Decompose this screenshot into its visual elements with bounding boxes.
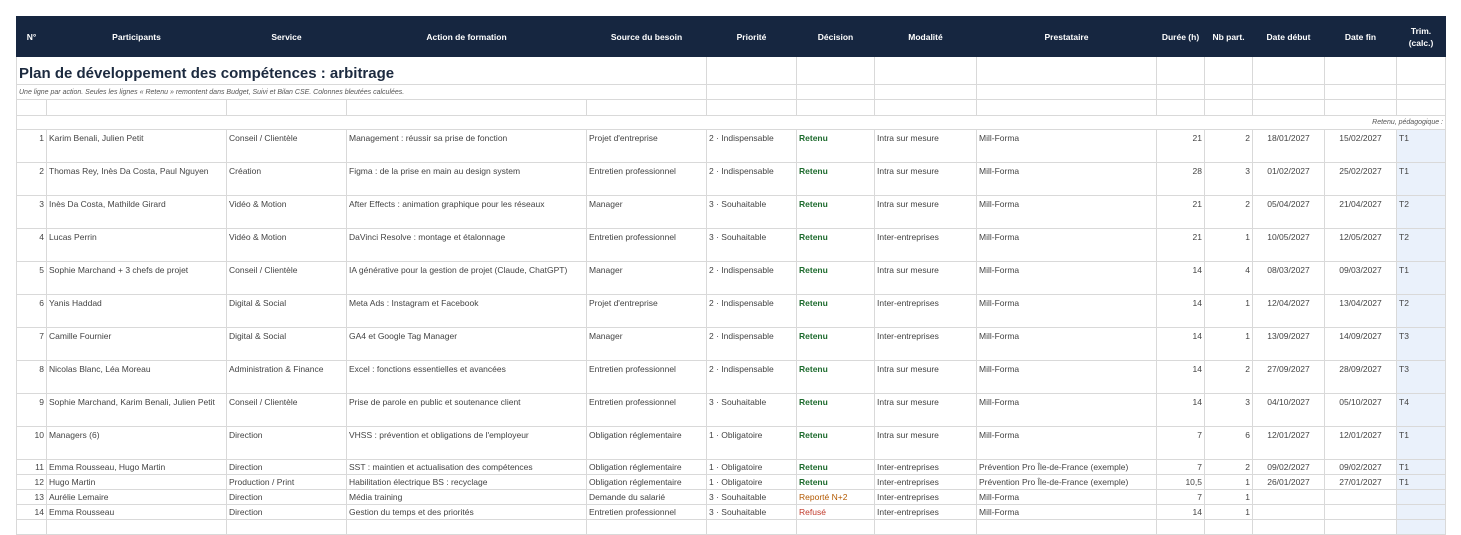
table-row[interactable] <box>17 295 1446 328</box>
row-number[interactable]: 14 <box>17 505 47 520</box>
priority-cell[interactable]: 2 · Indispensable <box>707 163 797 196</box>
source-cell[interactable]: Obligation réglementaire <box>587 427 707 460</box>
service-cell[interactable]: Digital & Social <box>227 328 347 361</box>
participants-cell[interactable]: Nicolas Blanc, Léa Moreau <box>47 361 227 394</box>
source-cell[interactable]: Entretien professionnel <box>587 394 707 427</box>
count-cell[interactable]: 1 <box>1205 229 1253 262</box>
quarter-cell[interactable]: T1 <box>1397 130 1446 163</box>
priority-cell[interactable]: 2 · Indispensable <box>707 361 797 394</box>
provider-cell[interactable]: Mill-Forma <box>977 295 1157 328</box>
participants-cell[interactable]: Thomas Rey, Inès Da Costa, Paul Nguyen <box>47 163 227 196</box>
action-cell[interactable]: Média training <box>347 490 587 505</box>
decision-cell[interactable]: Retenu <box>797 295 875 328</box>
priority-cell[interactable]: 2 · Indispensable <box>707 130 797 163</box>
service-cell[interactable]: Digital & Social <box>227 295 347 328</box>
source-cell[interactable]: Entretien professionnel <box>587 361 707 394</box>
row-number[interactable]: 3 <box>17 196 47 229</box>
service-cell[interactable]: Vidéo & Motion <box>227 196 347 229</box>
action-cell[interactable]: VHSS : prévention et obligations de l'employeur <box>347 427 587 460</box>
row-number[interactable]: 6 <box>17 295 47 328</box>
count-cell[interactable]: 1 <box>1205 505 1253 520</box>
source-cell[interactable]: Projet d'entreprise <box>587 295 707 328</box>
quarter-cell[interactable]: T1 <box>1397 475 1446 490</box>
row-number[interactable]: 2 <box>17 163 47 196</box>
provider-cell[interactable]: Mill-Forma <box>977 262 1157 295</box>
priority-cell[interactable]: 1 · Obligatoire <box>707 475 797 490</box>
start-date-cell[interactable]: 26/01/2027 <box>1253 475 1325 490</box>
hours-cell[interactable]: 14 <box>1157 505 1205 520</box>
hours-cell[interactable]: 28 <box>1157 163 1205 196</box>
column-header[interactable]: Décision <box>797 17 875 57</box>
table-row[interactable] <box>17 505 1446 520</box>
end-date-cell[interactable]: 27/01/2027 <box>1325 475 1397 490</box>
start-date-cell[interactable]: 01/02/2027 <box>1253 163 1325 196</box>
row-number[interactable]: 11 <box>17 460 47 475</box>
priority-cell[interactable]: 1 · Obligatoire <box>707 460 797 475</box>
row-number[interactable]: 1 <box>17 130 47 163</box>
modality-cell[interactable]: Intra sur mesure <box>875 196 977 229</box>
hours-cell[interactable]: 21 <box>1157 196 1205 229</box>
decision-cell[interactable]: Refusé <box>797 505 875 520</box>
modality-cell[interactable]: Intra sur mesure <box>875 163 977 196</box>
priority-cell[interactable]: 3 · Souhaitable <box>707 394 797 427</box>
modality-cell[interactable]: Inter-entreprises <box>875 505 977 520</box>
action-cell[interactable]: Figma : de la prise en main au design system <box>347 163 587 196</box>
participants-cell[interactable]: Emma Rousseau, Hugo Martin <box>47 460 227 475</box>
table-row[interactable] <box>17 163 1446 196</box>
decision-cell[interactable]: Retenu <box>797 262 875 295</box>
end-date-cell[interactable]: 14/09/2027 <box>1325 328 1397 361</box>
start-date-cell[interactable] <box>1253 490 1325 505</box>
service-cell[interactable]: Direction <box>227 490 347 505</box>
quarter-cell[interactable] <box>1397 505 1446 520</box>
table-header <box>17 17 1446 57</box>
title-row <box>17 57 1446 85</box>
count-cell[interactable]: 2 <box>1205 130 1253 163</box>
hours-cell[interactable]: 7 <box>1157 427 1205 460</box>
row-number[interactable]: 8 <box>17 361 47 394</box>
source-cell[interactable]: Entretien professionnel <box>587 163 707 196</box>
column-header[interactable]: Action de formation <box>347 17 587 57</box>
decision-cell[interactable]: Retenu <box>797 460 875 475</box>
source-cell[interactable]: Entretien professionnel <box>587 229 707 262</box>
quarter-cell[interactable]: T3 <box>1397 328 1446 361</box>
start-date-cell[interactable] <box>1253 505 1325 520</box>
start-date-cell[interactable]: 13/09/2027 <box>1253 328 1325 361</box>
end-date-cell[interactable]: 09/03/2027 <box>1325 262 1397 295</box>
count-cell[interactable]: 2 <box>1205 196 1253 229</box>
decision-cell[interactable]: Retenu <box>797 196 875 229</box>
table-row[interactable] <box>17 427 1446 460</box>
action-cell[interactable]: Habilitation électrique BS : recyclage <box>347 475 587 490</box>
table-row[interactable] <box>17 196 1446 229</box>
participants-cell[interactable]: Managers (6) <box>47 427 227 460</box>
end-date-cell[interactable]: 12/05/2027 <box>1325 229 1397 262</box>
service-cell[interactable]: Direction <box>227 427 347 460</box>
service-cell[interactable]: Création <box>227 163 347 196</box>
action-cell[interactable]: IA générative pour la gestion de projet (Claude, ChatGPT) <box>347 262 587 295</box>
row-number[interactable]: 5 <box>17 262 47 295</box>
table-row[interactable] <box>17 490 1446 505</box>
end-date-cell[interactable]: 09/02/2027 <box>1325 460 1397 475</box>
note-row <box>17 116 1446 130</box>
priority-cell[interactable]: 3 · Souhaitable <box>707 196 797 229</box>
provider-cell[interactable]: Mill-Forma <box>977 328 1157 361</box>
end-date-cell[interactable]: 25/02/2027 <box>1325 163 1397 196</box>
action-cell[interactable]: SST : maintien et actualisation des compétences <box>347 460 587 475</box>
quarter-cell[interactable]: T1 <box>1397 163 1446 196</box>
hours-cell[interactable]: 10,5 <box>1157 475 1205 490</box>
arbitrage-table <box>16 16 1446 535</box>
end-date-cell[interactable]: 21/04/2027 <box>1325 196 1397 229</box>
priority-cell[interactable]: 3 · Souhaitable <box>707 229 797 262</box>
source-cell[interactable]: Entretien professionnel <box>587 505 707 520</box>
count-cell[interactable]: 1 <box>1205 490 1253 505</box>
hours-cell[interactable]: 14 <box>1157 328 1205 361</box>
participants-cell[interactable]: Yanis Haddad <box>47 295 227 328</box>
hours-cell[interactable]: 7 <box>1157 490 1205 505</box>
participants-cell[interactable]: Aurélie Lemaire <box>47 490 227 505</box>
row-number[interactable]: 10 <box>17 427 47 460</box>
source-cell[interactable]: Obligation réglementaire <box>587 475 707 490</box>
modality-cell[interactable]: Inter-entreprises <box>875 295 977 328</box>
provider-cell[interactable]: Mill-Forma <box>977 505 1157 520</box>
provider-cell[interactable]: Mill-Forma <box>977 130 1157 163</box>
sheet-title[interactable]: Plan de développement des compétences : arbitrage <box>17 57 707 85</box>
source-cell[interactable]: Projet d'entreprise <box>587 130 707 163</box>
action-cell[interactable]: After Effects : animation graphique pour les réseaux <box>347 196 587 229</box>
quarter-cell[interactable]: T1 <box>1397 262 1446 295</box>
table-row[interactable] <box>17 262 1446 295</box>
quarter-cell[interactable]: T1 <box>1397 427 1446 460</box>
service-cell[interactable]: Conseil / Clientèle <box>227 262 347 295</box>
subtitle-row <box>17 85 1446 100</box>
hours-cell[interactable]: 21 <box>1157 229 1205 262</box>
column-header[interactable]: Date début <box>1253 17 1325 57</box>
service-cell[interactable]: Administration & Finance <box>227 361 347 394</box>
spreadsheet <box>16 16 1445 535</box>
row-number[interactable]: 12 <box>17 475 47 490</box>
row-number[interactable]: 13 <box>17 490 47 505</box>
column-header[interactable]: N° <box>17 17 47 57</box>
action-cell[interactable]: Gestion du temps et des priorités <box>347 505 587 520</box>
hours-cell[interactable]: 14 <box>1157 394 1205 427</box>
decision-cell[interactable]: Reporté N+2 <box>797 490 875 505</box>
service-cell[interactable]: Vidéo & Motion <box>227 229 347 262</box>
column-header[interactable]: Participants <box>47 17 227 57</box>
count-cell[interactable]: 3 <box>1205 394 1253 427</box>
action-cell[interactable]: Excel : fonctions essentielles et avancées <box>347 361 587 394</box>
decision-cell[interactable]: Retenu <box>797 361 875 394</box>
start-date-cell[interactable]: 12/01/2027 <box>1253 427 1325 460</box>
participants-cell[interactable]: Emma Rousseau <box>47 505 227 520</box>
end-date-cell[interactable]: 13/04/2027 <box>1325 295 1397 328</box>
provider-cell[interactable]: Mill-Forma <box>977 361 1157 394</box>
quarter-cell[interactable]: T2 <box>1397 229 1446 262</box>
count-cell[interactable]: 4 <box>1205 262 1253 295</box>
column-header[interactable]: Nb part. <box>1205 17 1253 57</box>
quarter-cell[interactable]: T2 <box>1397 295 1446 328</box>
modality-cell[interactable]: Intra sur mesure <box>875 427 977 460</box>
start-date-cell[interactable]: 12/04/2027 <box>1253 295 1325 328</box>
end-date-cell[interactable] <box>1325 490 1397 505</box>
quarter-cell[interactable]: T1 <box>1397 460 1446 475</box>
start-date-cell[interactable]: 09/02/2027 <box>1253 460 1325 475</box>
quarter-cell[interactable]: T2 <box>1397 196 1446 229</box>
action-cell[interactable]: DaVinci Resolve : montage et étalonnage <box>347 229 587 262</box>
priority-cell[interactable]: 1 · Obligatoire <box>707 427 797 460</box>
provider-cell[interactable]: Mill-Forma <box>977 394 1157 427</box>
service-cell[interactable]: Direction <box>227 460 347 475</box>
table-row[interactable] <box>17 394 1446 427</box>
column-header[interactable]: Prestataire <box>977 17 1157 57</box>
priority-cell[interactable]: 2 · Indispensable <box>707 295 797 328</box>
column-header[interactable]: Source du besoin <box>587 17 707 57</box>
action-cell[interactable]: Meta Ads : Instagram et Facebook <box>347 295 587 328</box>
column-header[interactable]: Modalité <box>875 17 977 57</box>
service-cell[interactable]: Conseil / Clientèle <box>227 394 347 427</box>
participants-cell[interactable]: Sophie Marchand, Karim Benali, Julien Petit <box>47 394 227 427</box>
count-cell[interactable]: 6 <box>1205 427 1253 460</box>
count-cell[interactable]: 1 <box>1205 475 1253 490</box>
row-number[interactable]: 4 <box>17 229 47 262</box>
priority-cell[interactable]: 3 · Souhaitable <box>707 505 797 520</box>
table-row[interactable] <box>17 475 1446 490</box>
column-header[interactable]: Durée (h) <box>1157 17 1205 57</box>
start-date-cell[interactable]: 05/04/2027 <box>1253 196 1325 229</box>
quarter-cell[interactable]: T3 <box>1397 361 1446 394</box>
modality-cell[interactable]: Inter-entreprises <box>875 475 977 490</box>
start-date-cell[interactable]: 08/03/2027 <box>1253 262 1325 295</box>
priority-cell[interactable]: 3 · Souhaitable <box>707 490 797 505</box>
decision-cell[interactable]: Retenu <box>797 394 875 427</box>
column-header[interactable]: Trim. (calc.) <box>1397 17 1446 57</box>
table-row[interactable] <box>17 361 1446 394</box>
participants-cell[interactable]: Inès Da Costa, Mathilde Girard <box>47 196 227 229</box>
hours-cell[interactable]: 14 <box>1157 295 1205 328</box>
decision-cell[interactable]: Retenu <box>797 328 875 361</box>
source-cell[interactable]: Manager <box>587 196 707 229</box>
start-date-cell[interactable]: 10/05/2027 <box>1253 229 1325 262</box>
decision-cell[interactable]: Retenu <box>797 130 875 163</box>
participants-cell[interactable]: Sophie Marchand + 3 chefs de projet <box>47 262 227 295</box>
sheet-subtitle[interactable]: Une ligne par action. Seules les lignes « Retenu » remontent dans Budget, Suivi et Bilan CSE. Colonnes bleutées calculées. <box>17 85 707 100</box>
provider-cell[interactable]: Prévention Pro Île-de-France (exemple) <box>977 460 1157 475</box>
service-cell[interactable]: Direction <box>227 505 347 520</box>
modality-cell[interactable]: Inter-entreprises <box>875 460 977 475</box>
end-date-cell[interactable]: 28/09/2027 <box>1325 361 1397 394</box>
provider-cell[interactable]: Mill-Forma <box>977 490 1157 505</box>
modality-cell[interactable]: Inter-entreprises <box>875 328 977 361</box>
end-date-cell[interactable]: 12/01/2027 <box>1325 427 1397 460</box>
decision-cell[interactable]: Retenu <box>797 163 875 196</box>
end-date-cell[interactable]: 15/02/2027 <box>1325 130 1397 163</box>
decision-cell[interactable]: Retenu <box>797 475 875 490</box>
blank-row <box>17 100 1446 116</box>
provider-cell[interactable]: Mill-Forma <box>977 163 1157 196</box>
priority-cell[interactable]: 2 · Indispensable <box>707 262 797 295</box>
source-cell[interactable]: Manager <box>587 328 707 361</box>
participants-cell[interactable]: Lucas Perrin <box>47 229 227 262</box>
hours-cell[interactable]: 7 <box>1157 460 1205 475</box>
provider-cell[interactable]: Mill-Forma <box>977 229 1157 262</box>
action-cell[interactable]: Management : réussir sa prise de fonction <box>347 130 587 163</box>
table-row[interactable] <box>17 460 1446 475</box>
modality-cell[interactable]: Inter-entreprises <box>875 229 977 262</box>
provider-cell[interactable]: Prévention Pro Île-de-France (exemple) <box>977 475 1157 490</box>
modality-cell[interactable]: Inter-entreprises <box>875 490 977 505</box>
modality-cell[interactable]: Intra sur mesure <box>875 130 977 163</box>
row-number[interactable]: 7 <box>17 328 47 361</box>
count-cell[interactable]: 2 <box>1205 361 1253 394</box>
table-row[interactable] <box>17 328 1446 361</box>
priority-cell[interactable]: 2 · Indispensable <box>707 328 797 361</box>
source-cell[interactable]: Obligation réglementaire <box>587 460 707 475</box>
count-cell[interactable]: 3 <box>1205 163 1253 196</box>
provider-cell[interactable]: Mill-Forma <box>977 196 1157 229</box>
start-date-cell[interactable]: 18/01/2027 <box>1253 130 1325 163</box>
column-header[interactable]: Service <box>227 17 347 57</box>
start-date-cell[interactable]: 27/09/2027 <box>1253 361 1325 394</box>
count-cell[interactable]: 1 <box>1205 328 1253 361</box>
column-header[interactable]: Priorité <box>707 17 797 57</box>
decision-cell[interactable]: Retenu <box>797 229 875 262</box>
retenu-note[interactable]: Retenu, pédagogique : <box>17 116 1446 130</box>
participants-cell[interactable]: Camille Fournier <box>47 328 227 361</box>
service-cell[interactable]: Production / Print <box>227 475 347 490</box>
participants-cell[interactable]: Hugo Martin <box>47 475 227 490</box>
row-number[interactable]: 9 <box>17 394 47 427</box>
modality-cell[interactable]: Intra sur mesure <box>875 361 977 394</box>
source-cell[interactable]: Manager <box>587 262 707 295</box>
participants-cell[interactable]: Karim Benali, Julien Petit <box>47 130 227 163</box>
quarter-cell[interactable]: T4 <box>1397 394 1446 427</box>
decision-cell[interactable]: Retenu <box>797 427 875 460</box>
hours-cell[interactable]: 21 <box>1157 130 1205 163</box>
hours-cell[interactable]: 14 <box>1157 262 1205 295</box>
modality-cell[interactable]: Intra sur mesure <box>875 262 977 295</box>
end-date-cell[interactable] <box>1325 505 1397 520</box>
action-cell[interactable]: GA4 et Google Tag Manager <box>347 328 587 361</box>
count-cell[interactable]: 1 <box>1205 295 1253 328</box>
modality-cell[interactable]: Intra sur mesure <box>875 394 977 427</box>
start-date-cell[interactable]: 04/10/2027 <box>1253 394 1325 427</box>
service-cell[interactable]: Conseil / Clientèle <box>227 130 347 163</box>
table-row[interactable] <box>17 229 1446 262</box>
count-cell[interactable]: 2 <box>1205 460 1253 475</box>
action-cell[interactable]: Prise de parole en public et soutenance client <box>347 394 587 427</box>
source-cell[interactable]: Demande du salarié <box>587 490 707 505</box>
end-date-cell[interactable]: 05/10/2027 <box>1325 394 1397 427</box>
table-body <box>17 130 1446 535</box>
provider-cell[interactable]: Mill-Forma <box>977 427 1157 460</box>
column-header[interactable]: Date fin <box>1325 17 1397 57</box>
hours-cell[interactable]: 14 <box>1157 361 1205 394</box>
quarter-cell[interactable] <box>1397 490 1446 505</box>
table-row[interactable] <box>17 130 1446 163</box>
